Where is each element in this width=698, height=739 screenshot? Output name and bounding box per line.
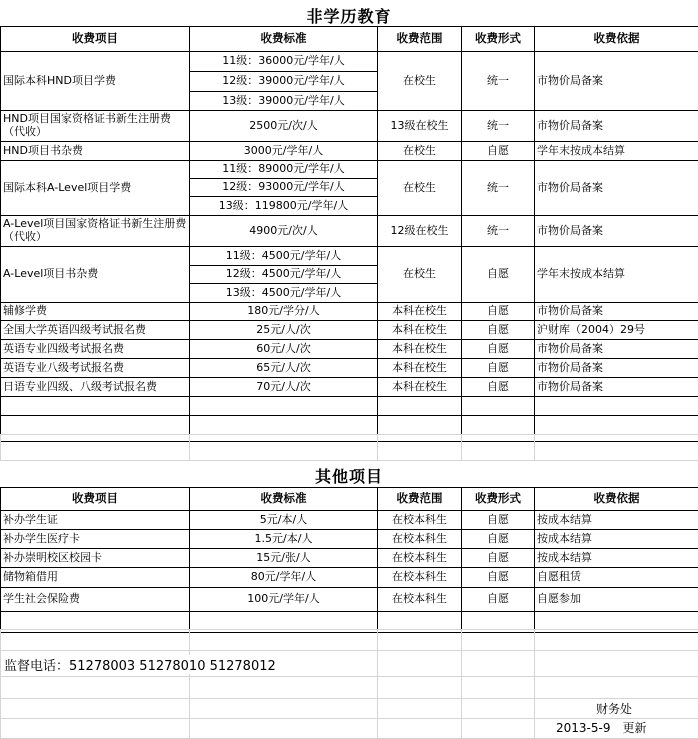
row-basis: 市物价局备案 [535, 111, 698, 142]
row-standard: 12级：4500元/学年/人 [190, 266, 378, 284]
row-item: 英语专业八级考试报名费 [1, 359, 190, 378]
row-form: 统一 [462, 111, 535, 142]
row-basis: 市物价局备案 [535, 161, 698, 216]
row-item: 储物箱借用 [1, 568, 190, 588]
row-standard: 65元/人/次 [190, 359, 378, 378]
row-standard: 180元/学分/人 [190, 303, 378, 321]
row-form: 自愿 [462, 378, 535, 397]
row-basis [535, 397, 698, 416]
row-basis: 学年末按成本结算 [535, 247, 698, 303]
row-item: A-Level项目国家资格证书新生注册费（代收） [1, 216, 190, 247]
col-header-form: 收费形式 [462, 488, 535, 511]
row-form: 自愿 [462, 568, 535, 588]
row-form: 自愿 [462, 511, 535, 530]
row-item: 国际本科A-Level项目学费 [1, 161, 190, 216]
row-scope: 本科在校生 [378, 359, 462, 378]
col-header-scope: 收费范围 [378, 488, 462, 511]
row-basis: 学年末按成本结算 [535, 142, 698, 161]
table-row [1, 588, 698, 612]
col-header-basis: 收费依据 [535, 27, 698, 52]
row-scope: 在校本科生 [378, 588, 462, 612]
col-header-item: 收费项目 [1, 27, 190, 52]
row-scope: 在校生 [378, 142, 462, 161]
table-row [1, 530, 698, 549]
row-scope: 12级在校生 [378, 216, 462, 247]
row-scope: 本科在校生 [378, 321, 462, 340]
row-scope: 本科在校生 [378, 303, 462, 321]
row-form: 自愿 [462, 303, 535, 321]
table-row [1, 340, 698, 359]
row-basis: 市物价局备案 [535, 340, 698, 359]
table-row [1, 549, 698, 568]
row-standard: 5元/本/人 [190, 511, 378, 530]
row-basis: 沪财库（2004）29号 [535, 321, 698, 340]
row-item: 全国大学英语四级考试报名费 [1, 321, 190, 340]
table-row [1, 321, 698, 340]
row-item: 学生社会保险费 [1, 588, 190, 612]
table-row [1, 511, 698, 530]
row-standard: 2500元/次/人 [190, 111, 378, 142]
row-basis: 自愿租赁 [535, 568, 698, 588]
table-row [1, 303, 698, 321]
row-standard: 70元/人/次 [190, 378, 378, 397]
row-form: 统一 [462, 52, 535, 111]
row-scope: 在校本科生 [378, 530, 462, 549]
fee-table-other [0, 487, 698, 633]
row-form [462, 397, 535, 416]
row-standard [190, 397, 378, 416]
footer-department: 财务处 [596, 700, 632, 717]
row-form: 自愿 [462, 549, 535, 568]
table-row [1, 142, 698, 161]
row-standard: 60元/人/次 [190, 340, 378, 359]
row-scope: 在校生 [378, 161, 462, 216]
table-row [1, 378, 698, 397]
row-standard: 11级：36000元/学年/人 [190, 52, 378, 72]
page-title: 非学历教育 [0, 4, 698, 27]
row-item: HND项目国家资格证书新生注册费（代收） [1, 111, 190, 142]
row-scope: 在校生 [378, 52, 462, 111]
row-standard: 13级：39000元/学年/人 [190, 92, 378, 111]
row-standard: 80元/学年/人 [190, 568, 378, 588]
table-row [1, 161, 698, 179]
row-item: 补办学生医疗卡 [1, 530, 190, 549]
row-standard: 11级：4500元/学年/人 [190, 247, 378, 266]
table-row [1, 568, 698, 588]
row-item: 日语专业四级、八级考试报名费 [1, 378, 190, 397]
row-item: HND项目书杂费 [1, 142, 190, 161]
row-standard: 1.5元/本/人 [190, 530, 378, 549]
row-standard: 15元/张/人 [190, 549, 378, 568]
row-form: 自愿 [462, 359, 535, 378]
row-basis: 按成本结算 [535, 530, 698, 549]
row-scope: 在校本科生 [378, 549, 462, 568]
row-basis: 市物价局备案 [535, 216, 698, 247]
row-standard: 13级：119800元/学年/人 [190, 197, 378, 216]
row-item: 辅修学费 [1, 303, 190, 321]
table-row [1, 216, 698, 247]
row-item: A-Level项目书杂费 [1, 247, 190, 303]
table-row [1, 52, 698, 72]
row-form: 自愿 [462, 340, 535, 359]
row-basis: 自愿参加 [535, 588, 698, 612]
footer-update-date: 2013-5-9 更新 [556, 719, 646, 736]
row-standard: 11级：89000元/学年/人 [190, 161, 378, 179]
col-header-standard: 收费标准 [190, 488, 378, 511]
row-standard: 25元/人/次 [190, 321, 378, 340]
col-header-form: 收费形式 [462, 27, 535, 52]
table-row [1, 111, 698, 142]
table-row [1, 247, 698, 266]
row-form: 自愿 [462, 142, 535, 161]
table-header-row [1, 27, 698, 52]
row-standard: 12级：39000元/学年/人 [190, 72, 378, 92]
row-basis: 市物价局备案 [535, 303, 698, 321]
table-row [1, 359, 698, 378]
row-form: 自愿 [462, 247, 535, 303]
row-standard: 100元/学年/人 [190, 588, 378, 612]
row-scope: 在校生 [378, 247, 462, 303]
blank-grid [0, 434, 698, 461]
fee-table-non-degree [0, 26, 698, 442]
section-title-other: 其他项目 [0, 464, 698, 487]
col-header-item: 收费项目 [1, 488, 190, 511]
row-form: 统一 [462, 161, 535, 216]
supervision-phone: 监督电话：51278003 51278010 51278012 [4, 655, 280, 674]
row-form: 自愿 [462, 321, 535, 340]
row-form: 自愿 [462, 530, 535, 549]
row-scope: 13级在校生 [378, 111, 462, 142]
row-basis: 市物价局备案 [535, 52, 698, 111]
row-scope [378, 397, 462, 416]
row-basis: 市物价局备案 [535, 378, 698, 397]
table-header-row [1, 488, 698, 511]
row-scope: 本科在校生 [378, 378, 462, 397]
row-item: 英语专业四级考试报名费 [1, 340, 190, 359]
row-form: 统一 [462, 216, 535, 247]
row-form: 自愿 [462, 588, 535, 612]
row-basis: 按成本结算 [535, 549, 698, 568]
row-standard: 3000元/学年/人 [190, 142, 378, 161]
row-standard: 12级：93000元/学年/人 [190, 179, 378, 197]
row-basis: 市物价局备案 [535, 359, 698, 378]
col-header-basis: 收费依据 [535, 488, 698, 511]
row-item: 补办学生证 [1, 511, 190, 530]
row-item: 补办崇明校区校园卡 [1, 549, 190, 568]
row-scope: 在校本科生 [378, 511, 462, 530]
row-standard: 13级：4500元/学年/人 [190, 284, 378, 303]
col-header-scope: 收费范围 [378, 27, 462, 52]
row-item [1, 397, 190, 416]
col-header-standard: 收费标准 [190, 27, 378, 52]
row-scope: 本科在校生 [378, 340, 462, 359]
row-item: 国际本科HND项目学费 [1, 52, 190, 111]
table-row [1, 397, 698, 416]
row-basis: 按成本结算 [535, 511, 698, 530]
row-scope: 在校本科生 [378, 568, 462, 588]
row-standard: 4900元/次/人 [190, 216, 378, 247]
